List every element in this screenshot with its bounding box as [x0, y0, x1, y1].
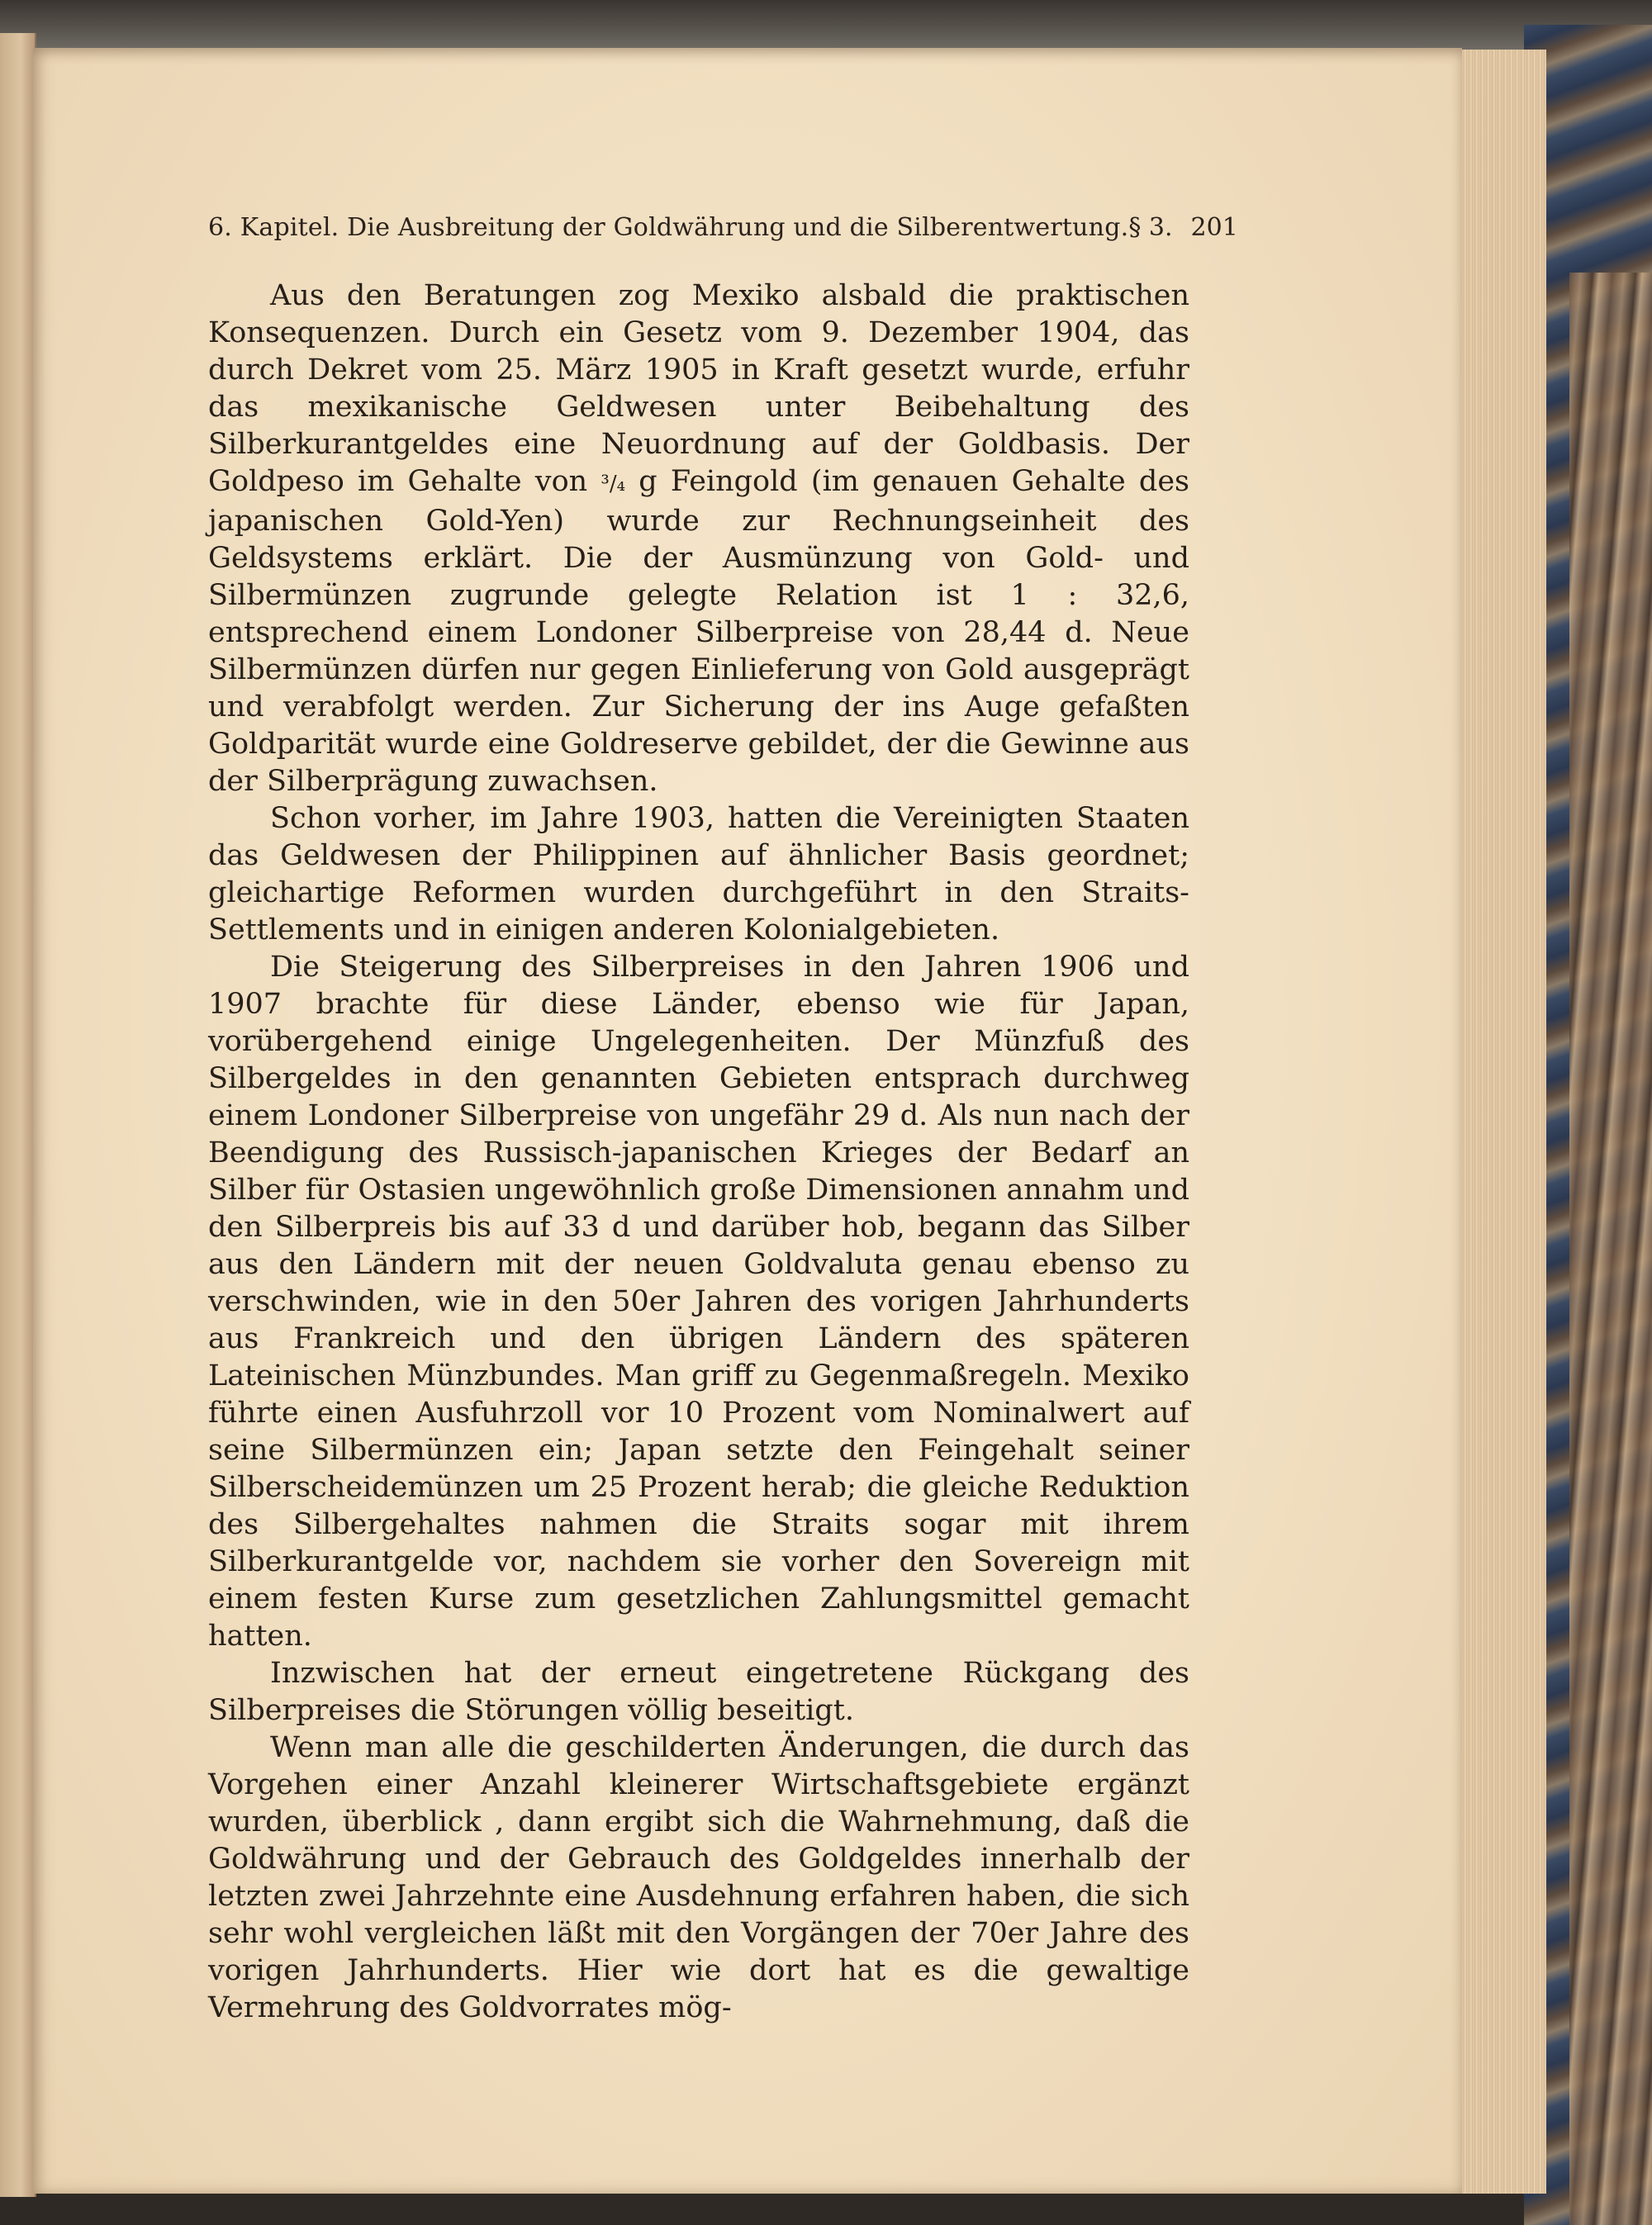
section-mark: § 3.: [1128, 213, 1173, 242]
body-text: [208, 278, 1189, 2027]
paragraph-gold-standard-summary: Wenn man alle die geschilderten Änderungen, die durch das Vorgehen einer Anzahl kleinerer Wirtschaftsgebiete ergänzt wurden, überblick , dann ergibt sich die Wahrnehmung, daß die Goldwährung und der Gebrauch des Goldgeldes innerhalb der letzten zwei Jahrzehnte eine Ausdehnung erfahren haben, die sich sehr wohl vergleichen läßt mit den Vorgängen der 70er Jahre des vorigen Jahrhunderts. Hier wie dort hat es die gewaltige Vermehrung des Goldvorrates mög-: [208, 1731, 1189, 2024]
fraction-three-quarters: ³/₄: [601, 472, 626, 496]
chapter-label: 6. Kapitel.: [208, 213, 339, 242]
running-head-right: [1128, 213, 1237, 242]
running-head: [208, 213, 1238, 254]
paragraph-1-after: g Feingold (im genauen Gehalte des japanischen Gold-Yen) wurde zur Rechnungseinheit des Geldsystems erklärt. Die der Ausmünzung von Gold- und Silbermünzen zugrunde gelegte Relation ist 1 : 32,6, entsprechend einem Londoner Silberpreise von 28,44 d. Neue Silbermünzen dürfen nur gegen Einlieferung von Gold ausgeprägt und verabfolgt werden. Zur Sicherung der ins Auge gefaßten Goldparität wurde eine Goldreserve gebildet, der die Gewinne aus der Silberprägung zuwachsen.: [208, 465, 1189, 798]
paragraph-mexico-reform: [208, 278, 1189, 800]
marbled-endpaper: [1569, 273, 1652, 2225]
paragraph-silver-price-rise: Die Steigerung des Silberpreises in den Jahren 1906 und 1907 brachte für diese Länder, ebenso wie für Japan, vorübergehend einige Ungelegenheiten. Der Münzfuß des Silbergeldes in den genannten Gebieten entsprach durchweg einem Londoner Silberpreise von ungefähr 29 d. Als nun nach der Beendigung des Russisch-japanischen Krieges der Bedarf an Silber für Ostasien ungewöhnlich große Dimensionen annahm und den Silberpreis bis auf 33 d und darüber hob, begann das Silber aus den Ländern mit der neuen Goldvaluta genau ebenso zu verschwinden, wie in den 50er Jahren des vorigen Jahrhunderts aus Frankreich und den übrigen Ländern des späteren Lateinischen Münzbundes. Man griff zu Gegenmaßregeln. Mexiko führte einen Ausfuhrzoll vor 10 Prozent vom Nominalwert auf seine Silbermünzen ein; Japan setzte den Feingehalt seiner Silberscheidemünzen um 25 Prozent herab; die gleiche Reduktion des Silbergehaltes nahmen die Straits sogar mit ihrem Silberkurantgelde vor, nachdem sie vorher den Sovereign mit einem festen Kurse zum gesetzlichen Zahlungsmittel gemacht hatten.: [208, 951, 1189, 1653]
paragraph-1-before: Aus den Beratungen zog Mexiko alsbald die praktischen Konsequenzen. Durch ein Gesetz vom 9. Dezember 1904, das durch Dekret vom 25. März 1905 in Kraft gesetzt wurde, erfuhr das mexikanische Geldwesen unter Beibehaltung des Silberkurantgeldes eine Neuordnung auf der Goldbasis. Der Goldpeso im Gehalte von: [208, 279, 1189, 498]
running-head-title: [208, 213, 1128, 242]
paragraph-silver-decline: Inzwischen hat der erneut eingetretene Rückgang des Silberpreises die Störungen völlig beseitigt.: [208, 1657, 1189, 1727]
chapter-title: Die Ausbreitung der Goldwährung und die Silberentwertung.: [347, 213, 1129, 242]
page-number: 201: [1190, 213, 1238, 242]
facing-page-edge: [0, 33, 36, 2197]
paragraph-philippines: Schon vorher, im Jahre 1903, hatten die Vereinigten Staaten das Geldwesen der Philippinen auf ähnlicher Basis geordnet; gleichartige Reformen wurden durchgeführt in den Straits-Settlements und in einigen anderen Kolonialgebieten.: [208, 802, 1189, 946]
page-block-edges: [1454, 50, 1546, 2194]
